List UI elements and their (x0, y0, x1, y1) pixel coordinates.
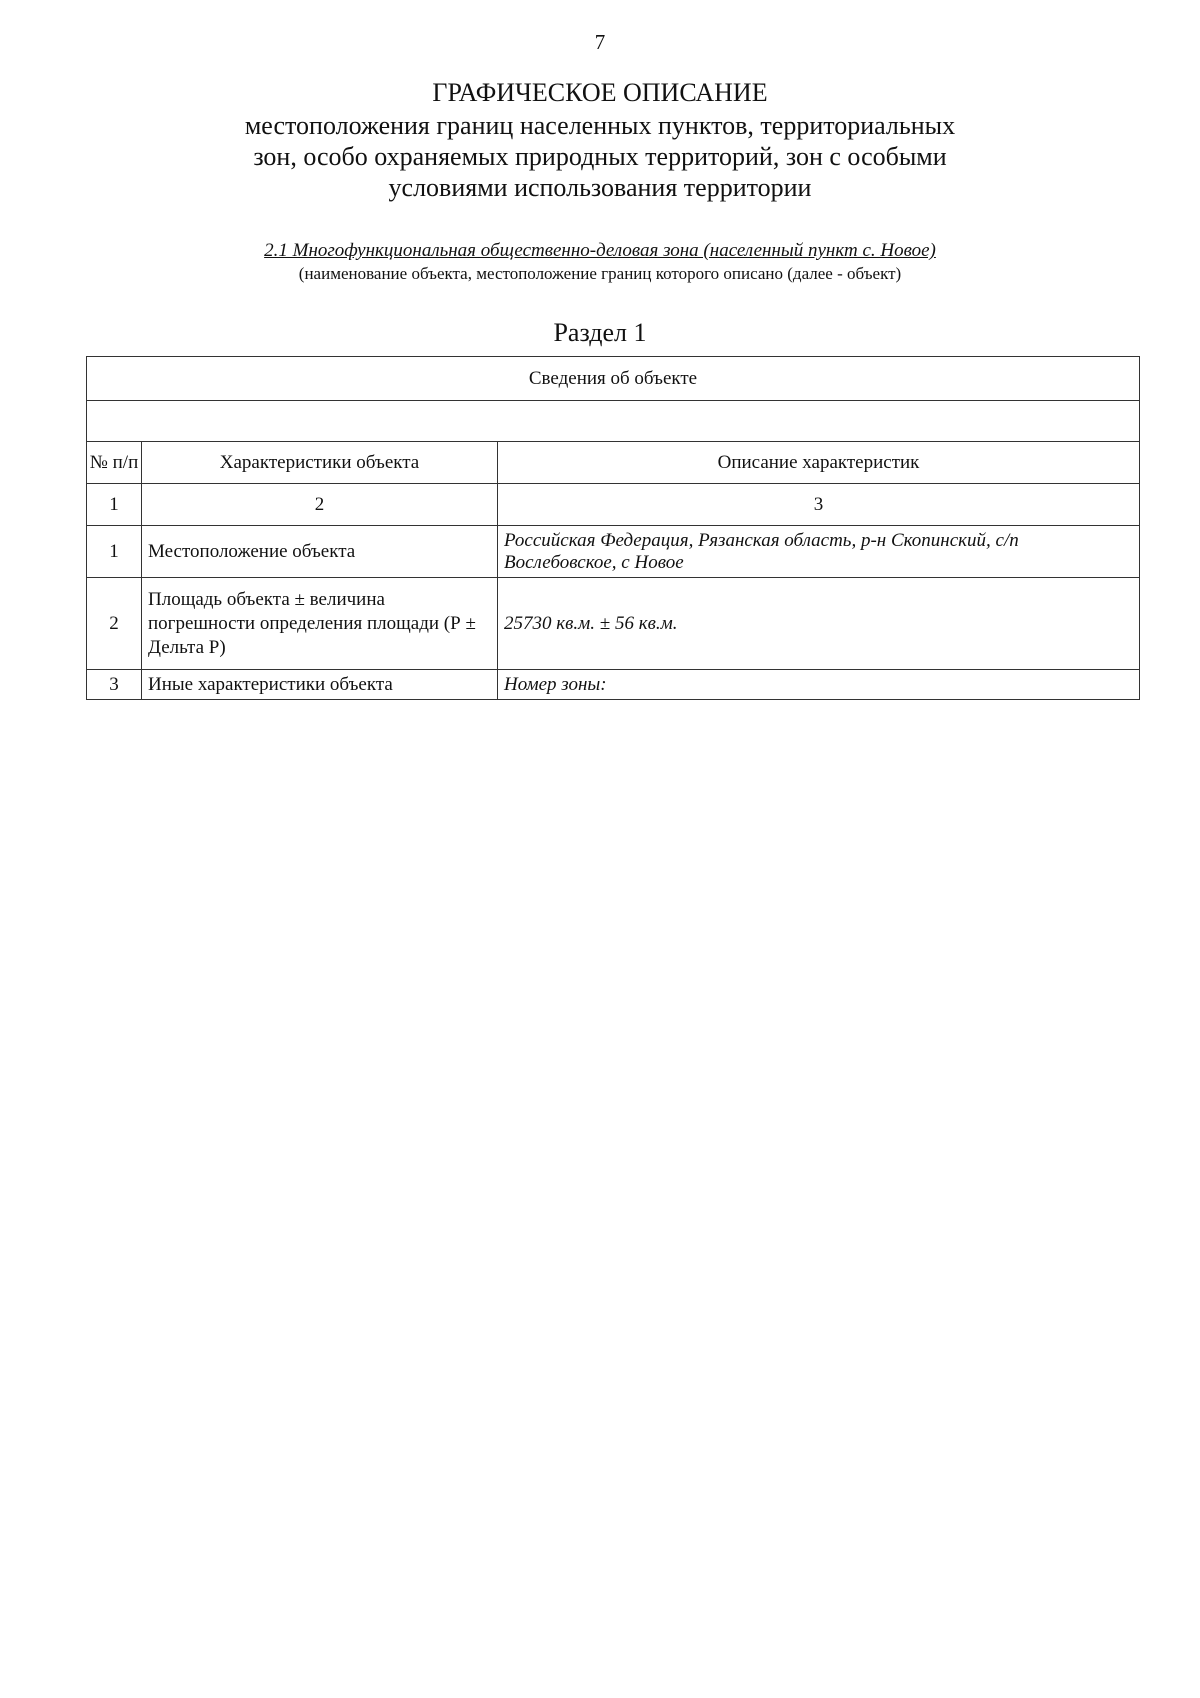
subtitle-line: условиями использования территории (388, 173, 812, 202)
numbering-cell: 3 (498, 484, 1140, 526)
row-characteristic: Иные характеристики объекта (142, 670, 498, 700)
table-caption-row (87, 357, 1140, 401)
page-number: 7 (594, 30, 606, 54)
table-empty-row (87, 401, 1140, 442)
table-header-row (87, 442, 1140, 484)
row-number: 1 (87, 526, 142, 578)
row-description: Номер зоны: (498, 670, 1140, 700)
object-info-table (86, 356, 1140, 700)
row-description: Российская Федерация, Рязанская область, р-н Скопинский, с/п Вослебовское, с Новое (498, 526, 1140, 578)
document-subtitle (150, 110, 1050, 203)
row-characteristic: Площадь объекта ± величина погрешности определения площади (Р ± Дельта Р) (142, 578, 498, 670)
row-description: 25730 кв.м. ± 56 кв.м. (498, 578, 1140, 670)
header-number: № п/п (87, 442, 142, 484)
table-row (87, 578, 1140, 670)
row-number: 2 (87, 578, 142, 670)
table-row (87, 670, 1140, 700)
numbering-cell: 1 (87, 484, 142, 526)
header-characteristics: Характеристики объекта (142, 442, 498, 484)
section-title: Раздел 1 (553, 318, 647, 347)
empty-cell (87, 401, 1140, 442)
subtitle-line: местоположения границ населенных пунктов, территориальных (244, 111, 956, 140)
table-row (87, 526, 1140, 578)
object-name (150, 240, 1050, 262)
header-description: Описание характеристик (498, 442, 1140, 484)
numbering-cell: 2 (142, 484, 498, 526)
row-characteristic: Местоположение объекта (142, 526, 498, 578)
table-numbering-row (87, 484, 1140, 526)
object-name-text: 2.1 Многофункциональная общественно-деловая зона (населенный пункт с. Новое) (264, 240, 936, 261)
document-title: ГРАФИЧЕСКОЕ ОПИСАНИЕ (432, 78, 768, 107)
object-name-caption: (наименование объекта, местоположение границ которого описано (далее - объект) (298, 264, 902, 283)
row-number: 3 (87, 670, 142, 700)
subtitle-line: зон, особо охраняемых природных территорий, зон с особыми (253, 142, 947, 171)
table-caption: Сведения об объекте (87, 357, 1140, 401)
